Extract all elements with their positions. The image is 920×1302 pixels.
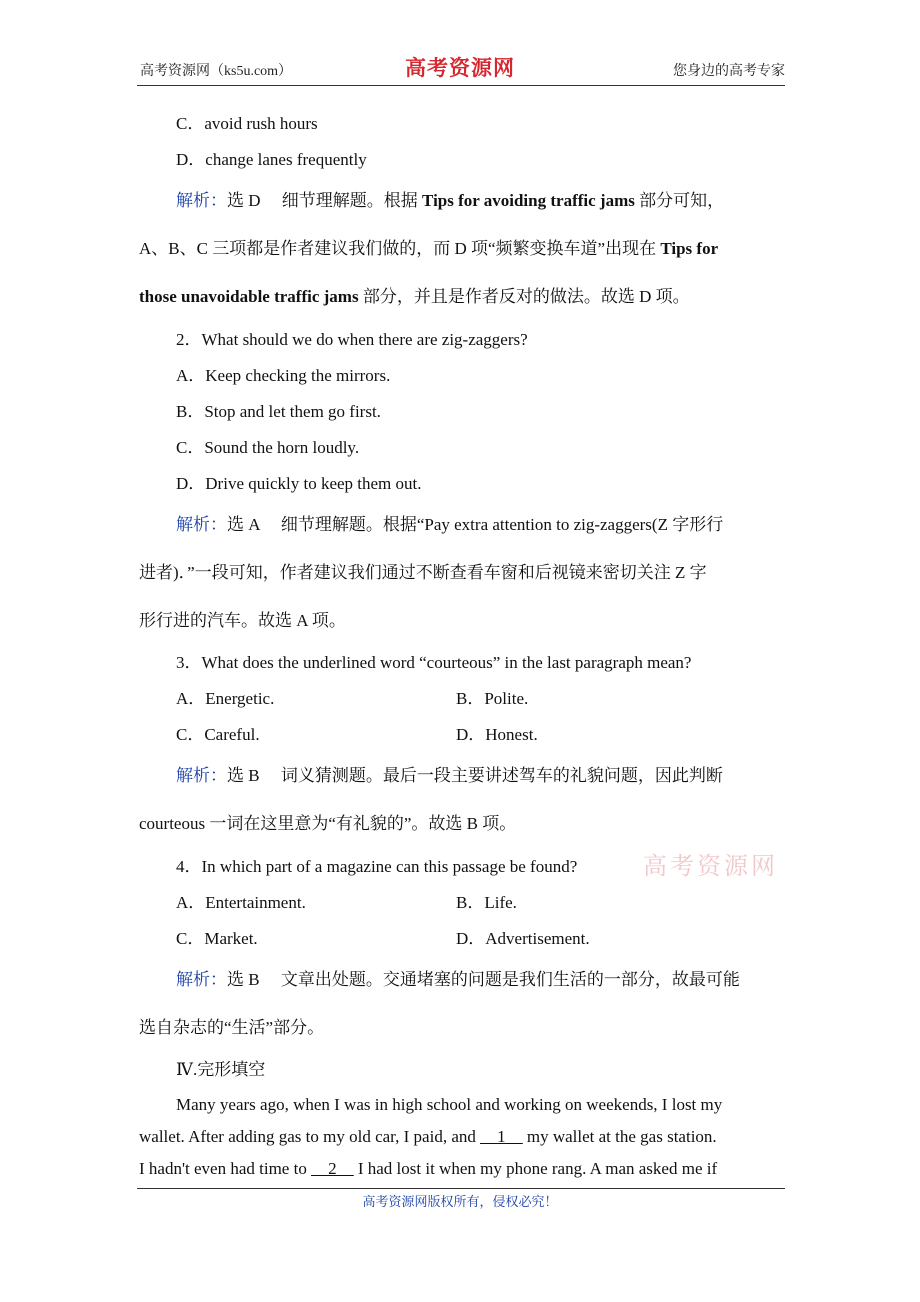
q3-stem: 3．What does the underlined word “courteous” in the last paragraph mean? [176, 653, 692, 672]
q2-analysis-line1: 解析：选 A 细节理解题。根据“Pay extra attention to zig-zaggers(Z 字形行 [176, 515, 724, 534]
q2-option-a: A．Keep checking the mirrors. [176, 366, 391, 385]
q2-option-d: D．Drive quickly to keep them out. [176, 474, 422, 493]
q1-analysis-line2: A、B、C 三项都是作者建议我们做的，而 D 项“频繁变换车道”出现在 Tips for [139, 239, 719, 258]
q4-option-c: C．Market. [176, 929, 258, 948]
footer-copyright: 高考资源网版权所有，侵权必究！ [362, 1194, 558, 1209]
q1-analysis-line1: 解析：选 D 细节理解题。根据 Tips for avoiding traffic jams 部分可知， [176, 191, 725, 210]
q4-analysis-line2: 选自杂志的“生活”部分。 [139, 1018, 325, 1037]
site-logo: 高考资源网 [405, 55, 515, 80]
q3-option-a: A．Energetic. [176, 689, 275, 708]
passage-line1: Many years ago, when I was in high school and working on weekends, I lost my [176, 1095, 723, 1114]
analysis-label: 解析： [176, 766, 227, 785]
q4-analysis-line1: 解析：选 B 文章出处题。交通堵塞的问题是我们生活的一部分，故最可能 [176, 970, 740, 989]
section-title: Ⅳ.完形填空 [176, 1060, 266, 1079]
header-slogan: 您身边的高考专家 [673, 64, 785, 79]
q2-analysis-line3: 形行进的汽车。故选 A 项。 [139, 611, 346, 630]
header-site-name: 高考资源网（ks5u.com） [140, 64, 293, 79]
q1-option-c: C．avoid rush hours [176, 114, 318, 133]
q3-option-d: D．Honest. [456, 725, 538, 744]
q4-stem: 4．In which part of a magazine can this passage be found? [176, 857, 578, 876]
q4-option-b: B．Life. [456, 893, 517, 912]
q2-option-c: C．Sound the horn loudly. [176, 438, 360, 457]
passage-line3: I hadn't even had time to __2__ I had lost it when my phone rang. A man asked me if [139, 1159, 718, 1178]
blank-2: __2__ [311, 1159, 354, 1178]
q1-analysis-line3: those unavoidable traffic jams 部分，并且是作者反对的做法。故选 D 项。 [139, 287, 690, 306]
q2-option-b: B．Stop and let them go first. [176, 402, 381, 421]
q3-option-c: C．Careful. [176, 725, 260, 744]
q3-analysis-line2: courteous 一词在这里意为“有礼貌的”。故选 B 项。 [139, 814, 517, 833]
q4-option-d: D．Advertisement. [456, 929, 590, 948]
footer-divider [137, 1188, 785, 1189]
header-divider [137, 85, 785, 86]
analysis-label: 解析： [176, 515, 227, 534]
analysis-label: 解析： [176, 970, 227, 989]
blank-1: __1__ [480, 1127, 523, 1146]
q3-analysis-line1: 解析：选 B 词义猜测题。最后一段主要讲述驾车的礼貌问题，因此判断 [176, 766, 723, 785]
q3-option-b: B．Polite. [456, 689, 529, 708]
q2-stem: 2．What should we do when there are zig-zaggers? [176, 330, 528, 349]
q2-analysis-line2: 进者)．”一段可知，作者建议我们通过不断查看车窗和后视镜来密切关注 Z 字 [139, 563, 707, 582]
passage-line2: wallet. After adding gas to my old car, I paid, and __1__ my wallet at the gas station. [139, 1127, 717, 1146]
q1-option-d: D．change lanes frequently [176, 150, 367, 169]
q4-option-a: A．Entertainment. [176, 893, 306, 912]
analysis-label: 解析： [176, 191, 227, 210]
watermark: 高考资源网 [643, 852, 778, 880]
